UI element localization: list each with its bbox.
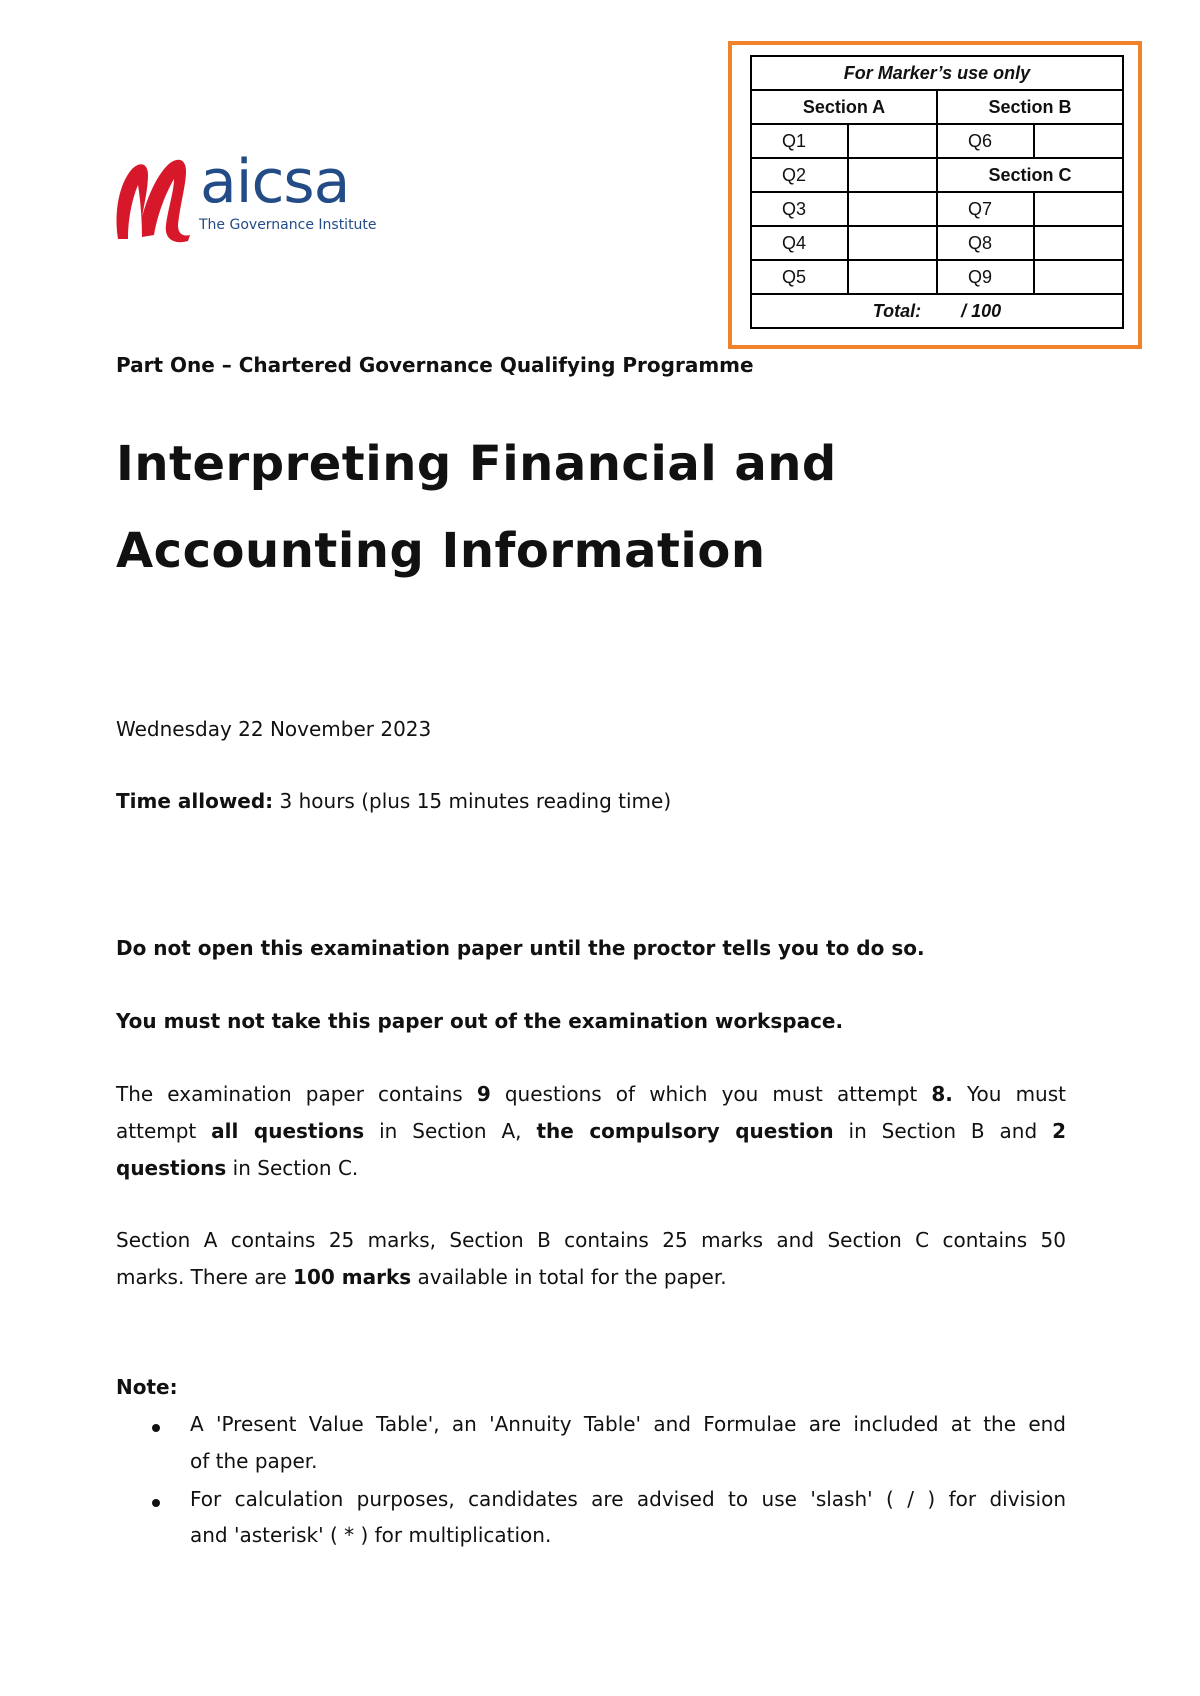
q4-label: Q4 [751,226,848,260]
maicsa-logo [112,147,382,245]
instructions-line-3: questions in Section C. [116,1156,359,1180]
q6-label: Q6 [937,124,1034,158]
q2-label: Q2 [751,158,848,192]
note-2-line-1: For calculation purposes, candidates are advised to use 'slash' ( / ) for division [190,1487,1066,1511]
time-allowed-value: 3 hours (plus 15 minutes reading time) [273,789,672,813]
paper-title-line-2: Accounting Information [116,523,766,579]
q7-score-cell [1034,192,1123,226]
note-1-line-1: A 'Present Value Table', an 'Annuity Table' and Formulae are included at the end [190,1412,1066,1436]
q9-label: Q9 [937,260,1034,294]
logo-tagline: The Governance Institute [199,217,377,233]
q8-label: Q8 [937,226,1034,260]
section-c-header: Section C [937,158,1123,192]
warning-do-not-remove: You must not take this paper out of the examination workspace. [116,1009,844,1033]
instructions-line-2: attempt all questions in Section A, the compulsory question in Section B and 2 [116,1119,1066,1143]
paper-title-line-1: Interpreting Financial and [116,436,837,492]
q1-label: Q1 [751,124,848,158]
q3-score-cell [848,192,937,226]
marker-title: For Marker’s use only [751,56,1123,90]
bullet-icon [152,1424,160,1432]
total-label: Total: [872,300,922,321]
note-label: Note: [116,1375,178,1399]
exam-date: Wednesday 22 November 2023 [116,717,432,741]
instructions-line-1: The examination paper contains 9 questions of which you must attempt 8. You must [116,1082,1066,1106]
q7-label: Q7 [937,192,1034,226]
total-row [751,294,1123,328]
q1-score-cell [848,124,937,158]
marker-use-box [728,41,1142,349]
q5-label: Q5 [751,260,848,294]
section-b-header: Section B [937,90,1123,124]
bullet-icon [152,1499,160,1507]
note-2-line-2: and 'asterisk' ( * ) for multiplication. [190,1523,552,1547]
q3-label: Q3 [751,192,848,226]
marker-table [750,55,1124,329]
q6-score-cell [1034,124,1123,158]
q5-score-cell [848,260,937,294]
q2-score-cell [848,158,937,192]
programme-subtitle: Part One – Chartered Governance Qualifying Programme [116,353,754,377]
time-allowed-label: Time allowed: [116,789,274,813]
note-1-line-2: of the paper. [190,1449,318,1473]
q4-score-cell [848,226,937,260]
marks-line-2: marks. There are 100 marks available in total for the paper. [116,1265,727,1289]
logo-m-mark-icon [112,155,207,245]
q8-score-cell [1034,226,1123,260]
total-value: / 100 [961,300,1002,321]
time-allowed [116,783,671,819]
warning-do-not-open: Do not open this examination paper until the proctor tells you to do so. [116,936,925,960]
q9-score-cell [1034,260,1123,294]
section-a-header: Section A [751,90,937,124]
marks-line-1: Section A contains 25 marks, Section B contains 25 marks and Section C contains 50 [116,1228,1066,1252]
logo-wordmark: aicsa [200,147,350,217]
